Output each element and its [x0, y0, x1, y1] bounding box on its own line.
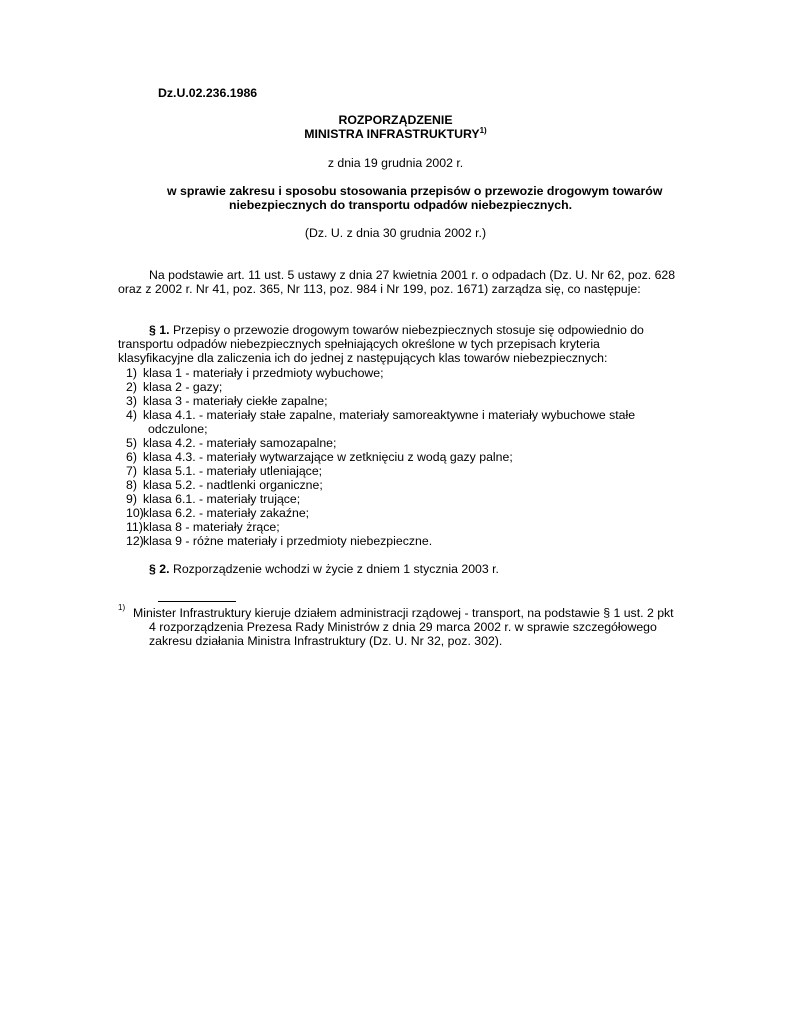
title-footnote-mark: 1): [479, 125, 487, 135]
hazard-class-list: [126, 366, 635, 548]
list-item: [126, 408, 635, 422]
list-item-number: 10): [126, 506, 144, 520]
list-item-text: klasa 1 - materiały i przedmioty wybuchowe;: [143, 366, 384, 380]
document-date: z dnia 19 grudnia 2002 r.: [327, 156, 464, 170]
list-item-number: 5): [126, 436, 137, 450]
list-item: [126, 394, 635, 408]
list-item-text: klasa 4.3. - materiały wytwarzające w zetknięciu z wodą gazy palne;: [143, 450, 513, 464]
list-item-text: klasa 6.2. - materiały zakaźne;: [143, 506, 310, 520]
list-item-text: klasa 5.2. - nadtlenki organiczne;: [143, 478, 323, 492]
list-item-number: 2): [126, 380, 137, 394]
list-item: [126, 506, 635, 520]
list-item-number: 6): [126, 450, 137, 464]
section-1-first-line: [149, 323, 644, 337]
section-2-text: Rozporządzenie wchodzi w życie z dniem 1 stycznia 2003 r.: [172, 562, 499, 576]
list-item-text: klasa 4.1. - materiały stałe zapalne, materiały samoreaktywne i materiały wybuchowe stałe: [143, 408, 636, 422]
list-item-number: 7): [126, 464, 137, 478]
list-item: [126, 464, 635, 478]
list-item-number: 4): [126, 408, 137, 422]
list-item: [126, 422, 635, 436]
list-item-text: klasa 4.2. - materiały samozapalne;: [143, 436, 337, 450]
list-item-text: klasa 9 - różne materiały i przedmioty niebezpieczne.: [143, 534, 433, 548]
list-item: [126, 450, 635, 464]
list-item: [126, 520, 635, 534]
footnote-mark: 1): [118, 603, 126, 612]
list-item-text: klasa 3 - materiały ciekłe zapalne;: [143, 394, 328, 408]
list-item: [126, 366, 635, 380]
title-line-2: [0, 127, 791, 141]
list-item-number: 9): [126, 492, 137, 506]
section-1-line-2: transportu odpadów niebezpiecznych spełniających określone w tych przepisach kryteria: [118, 337, 600, 351]
section-1-label: § 1.: [149, 323, 170, 337]
list-item-number: 1): [126, 366, 137, 380]
document-id: Dz.U.02.236.1986: [158, 86, 258, 100]
section-1-line-3: klasyfikacyjne dla zaliczenia ich do jednej z następujących klas towarów niebezpiecznych:: [118, 351, 608, 365]
section-1-line-1: Przepisy o przewozie drogowym towarów niebezpiecznych stosuje się odpowiednio do: [172, 323, 644, 337]
subject-line-2: niebezpiecznych do transportu odpadów niebezpiecznych.: [229, 198, 572, 212]
list-item: [126, 492, 635, 506]
list-item-number: 12): [126, 534, 144, 548]
section-2-label: § 2.: [149, 562, 170, 576]
list-item: [126, 534, 635, 548]
footnote-line-2: 4 rozporządzenia Prezesa Rady Ministrów z dnia 29 marca 2002 r. w sprawie szczegółowego: [149, 620, 657, 634]
footnote-line-1: Minister Infrastruktury kieruje działem administracji rządowej - transport, na podstawie § 1 ust. 2 pkt: [133, 606, 674, 620]
footnote-line-3: zakresu działania Ministra Infrastruktury (Dz. U. Nr 32, poz. 302).: [149, 634, 503, 648]
subject-line-1: w sprawie zakresu i sposobu stosowania przepisów o przewozie drogowym towarów: [167, 184, 663, 198]
list-item-text: klasa 8 - materiały żrące;: [143, 520, 280, 534]
title-line-2-text: MINISTRA INFRASTRUKTURY: [304, 127, 480, 141]
preamble-line-2: oraz z 2002 r. Nr 41, poz. 365, Nr 113, poz. 984 i Nr 199, poz. 1671) zarządza się, co następuje:: [118, 282, 641, 296]
list-item: [126, 436, 635, 450]
list-item: [126, 478, 635, 492]
footnote-separator: [158, 601, 236, 602]
title-line-1: ROZPORZĄDZENIE: [338, 113, 453, 127]
list-item-text: klasa 5.1. - materiały utleniające;: [143, 464, 323, 478]
list-item-continuation: odczulone;: [148, 422, 208, 436]
list-item-text: klasa 2 - gazy;: [143, 380, 223, 394]
list-item-text: klasa 6.1. - materiały trujące;: [143, 492, 301, 506]
list-item-number: 11): [126, 520, 143, 534]
preamble-line-1: Na podstawie art. 11 ust. 5 ustawy z dnia 27 kwietnia 2001 r. o odpadach (Dz. U. Nr 62, poz. 628: [149, 268, 676, 282]
section-2: [149, 562, 499, 576]
list-item: [126, 380, 635, 394]
list-item-number: 8): [126, 478, 137, 492]
publication-info: (Dz. U. z dnia 30 grudnia 2002 r.): [304, 226, 487, 240]
list-item-number: 3): [126, 394, 137, 408]
